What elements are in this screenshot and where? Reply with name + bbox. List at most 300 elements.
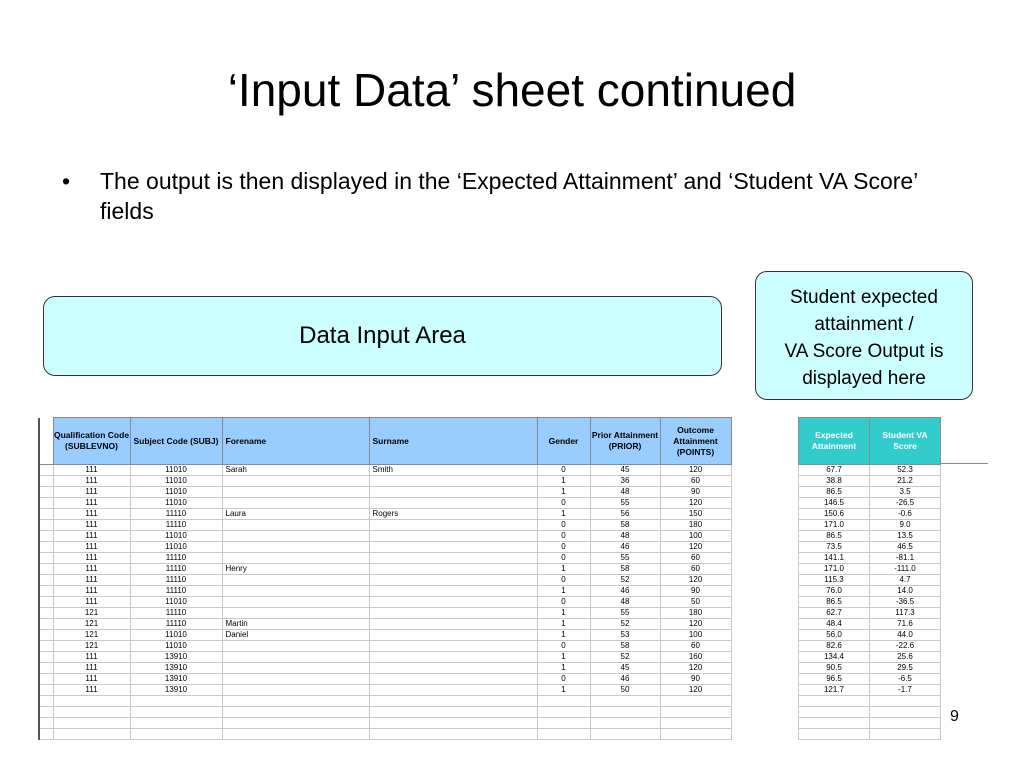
table-cell[interactable] bbox=[369, 630, 537, 641]
table-cell[interactable]: 1 bbox=[537, 663, 590, 674]
table-cell[interactable] bbox=[590, 729, 660, 740]
table-cell[interactable] bbox=[222, 641, 369, 652]
table-cell[interactable] bbox=[222, 729, 369, 740]
table-cell[interactable] bbox=[222, 575, 369, 586]
output-row bbox=[799, 641, 941, 652]
table-cell[interactable]: 60 bbox=[660, 641, 731, 652]
table-cell[interactable] bbox=[369, 564, 537, 575]
table-cell[interactable]: 11110 bbox=[130, 575, 222, 586]
output-row bbox=[799, 564, 941, 575]
table-cell[interactable]: 46 bbox=[590, 542, 660, 553]
table-cell[interactable]: 11010 bbox=[130, 498, 222, 509]
table-row bbox=[39, 597, 731, 608]
table-cell[interactable]: 120 bbox=[660, 498, 731, 509]
table-cell[interactable]: 0 bbox=[537, 465, 590, 476]
table-cell[interactable]: Martin bbox=[222, 619, 369, 630]
table-cell[interactable] bbox=[369, 487, 537, 498]
table-cell[interactable]: 11010 bbox=[130, 531, 222, 542]
output-row bbox=[799, 652, 941, 663]
table-row bbox=[39, 487, 731, 498]
va-score-cell: -26.5 bbox=[870, 498, 941, 509]
table-cell[interactable] bbox=[590, 707, 660, 718]
table-cell[interactable] bbox=[369, 685, 537, 696]
table-cell[interactable]: 11010 bbox=[130, 630, 222, 641]
input-header-row bbox=[39, 418, 731, 465]
table-row bbox=[39, 696, 731, 707]
output-header-edge-line bbox=[940, 463, 988, 464]
output-header-row bbox=[799, 418, 941, 465]
table-cell[interactable]: 111 bbox=[53, 553, 130, 564]
table-row bbox=[39, 641, 731, 652]
expected-attainment-cell: 73.5 bbox=[799, 542, 870, 553]
va-score-cell: 25.6 bbox=[870, 652, 941, 663]
expected-attainment-cell bbox=[799, 696, 870, 707]
table-cell[interactable]: Daniel bbox=[222, 630, 369, 641]
table-cell[interactable]: Smith bbox=[369, 465, 537, 476]
va-score-cell: 14.0 bbox=[870, 586, 941, 597]
table-cell[interactable]: 55 bbox=[590, 553, 660, 564]
table-cell[interactable] bbox=[222, 674, 369, 685]
table-cell[interactable]: 121 bbox=[53, 608, 130, 619]
table-cell[interactable] bbox=[369, 586, 537, 597]
table-cell[interactable] bbox=[369, 498, 537, 509]
table-row bbox=[39, 542, 731, 553]
table-cell[interactable]: 120 bbox=[660, 575, 731, 586]
header-subject-code[interactable]: Subject Code (SUBJ) bbox=[130, 418, 222, 465]
table-cell[interactable]: 90 bbox=[660, 487, 731, 498]
table-cell[interactable] bbox=[369, 652, 537, 663]
input-table-body bbox=[39, 465, 731, 740]
table-cell[interactable] bbox=[222, 476, 369, 487]
table-row bbox=[39, 663, 731, 674]
table-cell[interactable]: 121 bbox=[53, 641, 130, 652]
table-cell[interactable] bbox=[53, 718, 130, 729]
va-score-cell: -36.5 bbox=[870, 597, 941, 608]
table-cell[interactable] bbox=[369, 641, 537, 652]
table-row bbox=[39, 520, 731, 531]
table-cell[interactable]: 120 bbox=[660, 542, 731, 553]
table-cell[interactable]: 60 bbox=[660, 553, 731, 564]
input-data-table bbox=[38, 417, 732, 740]
expected-attainment-cell: 141.1 bbox=[799, 553, 870, 564]
expected-attainment-cell: 171.0 bbox=[799, 520, 870, 531]
data-input-area-label: Data Input Area bbox=[299, 322, 466, 349]
table-cell[interactable] bbox=[660, 707, 731, 718]
output-table-body bbox=[799, 465, 941, 740]
table-cell[interactable]: 13910 bbox=[130, 663, 222, 674]
table-cell[interactable]: 90 bbox=[660, 674, 731, 685]
va-score-cell: 44.0 bbox=[870, 630, 941, 641]
table-cell[interactable] bbox=[53, 729, 130, 740]
table-cell[interactable] bbox=[369, 619, 537, 630]
output-callout-line-1: Student expected bbox=[790, 287, 938, 308]
row-gutter-cell bbox=[39, 718, 53, 729]
output-row bbox=[799, 718, 941, 729]
header-outcome-attainment[interactable]: Outcome Attainment (POINTS) bbox=[660, 418, 731, 465]
va-score-cell bbox=[870, 696, 941, 707]
table-cell[interactable] bbox=[369, 608, 537, 619]
row-gutter-cell bbox=[39, 608, 53, 619]
output-row bbox=[799, 685, 941, 696]
row-gutter-cell bbox=[39, 685, 53, 696]
table-cell[interactable] bbox=[222, 520, 369, 531]
header-student-va-score[interactable]: Student VA Score bbox=[870, 418, 941, 465]
row-gutter-cell bbox=[39, 520, 53, 531]
table-cell[interactable] bbox=[222, 498, 369, 509]
table-row bbox=[39, 729, 731, 740]
table-cell[interactable] bbox=[130, 718, 222, 729]
table-cell[interactable] bbox=[222, 685, 369, 696]
table-cell[interactable]: 11110 bbox=[130, 553, 222, 564]
table-cell[interactable]: 58 bbox=[590, 564, 660, 575]
bullet-text: The output is then displayed in the ‘Expected Attainment’ and ‘Student VA Score’ fields bbox=[100, 168, 918, 224]
va-score-cell: -6.5 bbox=[870, 674, 941, 685]
table-cell[interactable]: 111 bbox=[53, 575, 130, 586]
table-cell[interactable] bbox=[369, 663, 537, 674]
output-row bbox=[799, 575, 941, 586]
va-score-cell: 13.5 bbox=[870, 531, 941, 542]
row-gutter-cell bbox=[39, 564, 53, 575]
table-cell[interactable]: 50 bbox=[590, 685, 660, 696]
table-row bbox=[39, 586, 731, 597]
table-cell[interactable]: 120 bbox=[660, 663, 731, 674]
table-row bbox=[39, 498, 731, 509]
table-cell[interactable]: 1 bbox=[537, 685, 590, 696]
table-cell[interactable]: 111 bbox=[53, 542, 130, 553]
table-cell[interactable]: 150 bbox=[660, 509, 731, 520]
table-cell[interactable]: 11010 bbox=[130, 641, 222, 652]
va-score-cell: 71.6 bbox=[870, 619, 941, 630]
table-cell[interactable]: 50 bbox=[660, 597, 731, 608]
table-row bbox=[39, 630, 731, 641]
table-cell[interactable] bbox=[222, 586, 369, 597]
table-cell[interactable]: 11010 bbox=[130, 465, 222, 476]
table-cell[interactable] bbox=[660, 729, 731, 740]
row-gutter-cell bbox=[39, 619, 53, 630]
table-cell[interactable]: 120 bbox=[660, 465, 731, 476]
table-cell[interactable]: 0 bbox=[537, 575, 590, 586]
output-row bbox=[799, 630, 941, 641]
table-row bbox=[39, 553, 731, 564]
output-row bbox=[799, 498, 941, 509]
table-cell[interactable]: 180 bbox=[660, 520, 731, 531]
header-expected-attainment[interactable]: Expected Attainment bbox=[799, 418, 870, 465]
row-gutter-cell bbox=[39, 696, 53, 707]
table-row bbox=[39, 531, 731, 542]
table-row bbox=[39, 509, 731, 520]
output-row bbox=[799, 663, 941, 674]
row-gutter-cell bbox=[39, 465, 53, 476]
row-gutter-cell bbox=[39, 542, 53, 553]
table-cell[interactable]: 11010 bbox=[130, 542, 222, 553]
table-row bbox=[39, 674, 731, 685]
table-cell[interactable]: 111 bbox=[53, 476, 130, 487]
table-cell[interactable]: 1 bbox=[537, 619, 590, 630]
output-callout-line-3: VA Score Output is bbox=[784, 341, 944, 362]
va-score-cell: -111.0 bbox=[870, 564, 941, 575]
va-score-cell: 3.5 bbox=[870, 487, 941, 498]
table-cell[interactable]: 48 bbox=[590, 531, 660, 542]
table-cell[interactable]: 160 bbox=[660, 652, 731, 663]
page-number: 9 bbox=[950, 708, 959, 725]
table-cell[interactable]: 111 bbox=[53, 597, 130, 608]
table-cell[interactable] bbox=[660, 718, 731, 729]
table-cell[interactable]: 0 bbox=[537, 674, 590, 685]
table-cell[interactable]: Laura bbox=[222, 509, 369, 520]
expected-attainment-cell: 121.7 bbox=[799, 685, 870, 696]
header-surname[interactable]: Surname bbox=[369, 418, 537, 465]
header-prior-attainment[interactable]: Prior Attainment (PRIOR) bbox=[590, 418, 660, 465]
table-cell[interactable] bbox=[222, 718, 369, 729]
table-cell[interactable]: Sarah bbox=[222, 465, 369, 476]
table-cell[interactable]: 46 bbox=[590, 586, 660, 597]
va-score-cell: 46.5 bbox=[870, 542, 941, 553]
table-cell[interactable]: 11110 bbox=[130, 619, 222, 630]
va-score-cell bbox=[870, 707, 941, 718]
table-cell[interactable] bbox=[222, 487, 369, 498]
table-cell[interactable]: 55 bbox=[590, 498, 660, 509]
table-cell[interactable]: Rogers bbox=[369, 509, 537, 520]
expected-attainment-cell: 76.0 bbox=[799, 586, 870, 597]
table-cell[interactable]: 1 bbox=[537, 652, 590, 663]
expected-attainment-cell: 38.8 bbox=[799, 476, 870, 487]
table-cell[interactable]: 1 bbox=[537, 564, 590, 575]
table-cell[interactable]: 46 bbox=[590, 674, 660, 685]
table-cell[interactable]: 53 bbox=[590, 630, 660, 641]
table-cell[interactable]: 1 bbox=[537, 476, 590, 487]
row-gutter-cell bbox=[39, 707, 53, 718]
table-cell[interactable]: 0 bbox=[537, 641, 590, 652]
row-gutter-cell bbox=[39, 586, 53, 597]
output-row bbox=[799, 465, 941, 476]
table-cell[interactable]: 111 bbox=[53, 685, 130, 696]
table-cell[interactable]: 11110 bbox=[130, 564, 222, 575]
data-input-area-callout bbox=[43, 296, 722, 376]
table-cell[interactable]: 36 bbox=[590, 476, 660, 487]
va-score-cell: -1.7 bbox=[870, 685, 941, 696]
table-cell[interactable]: 111 bbox=[53, 652, 130, 663]
table-cell[interactable] bbox=[222, 542, 369, 553]
table-cell[interactable]: 11110 bbox=[130, 509, 222, 520]
table-cell[interactable] bbox=[537, 718, 590, 729]
table-cell[interactable]: 11010 bbox=[130, 476, 222, 487]
table-cell[interactable]: 1 bbox=[537, 487, 590, 498]
table-cell[interactable] bbox=[222, 531, 369, 542]
va-score-cell: -0.6 bbox=[870, 509, 941, 520]
table-cell[interactable]: 1 bbox=[537, 586, 590, 597]
table-cell[interactable] bbox=[369, 707, 537, 718]
table-cell[interactable]: 60 bbox=[660, 476, 731, 487]
slide-title: ‘Input Data’ sheet continued bbox=[227, 64, 797, 116]
table-cell[interactable]: 111 bbox=[53, 531, 130, 542]
bullet-symbol: • bbox=[62, 168, 71, 194]
table-cell[interactable]: 111 bbox=[53, 586, 130, 597]
table-cell[interactable] bbox=[222, 597, 369, 608]
table-cell[interactable] bbox=[369, 531, 537, 542]
table-cell[interactable]: 111 bbox=[53, 674, 130, 685]
table-cell[interactable] bbox=[537, 696, 590, 707]
table-cell[interactable] bbox=[130, 707, 222, 718]
table-row bbox=[39, 465, 731, 476]
output-row bbox=[799, 608, 941, 619]
table-cell[interactable]: 111 bbox=[53, 509, 130, 520]
table-cell[interactable]: 58 bbox=[590, 641, 660, 652]
table-cell[interactable]: 11110 bbox=[130, 608, 222, 619]
output-row bbox=[799, 476, 941, 487]
table-cell[interactable] bbox=[222, 696, 369, 707]
table-cell[interactable] bbox=[369, 597, 537, 608]
table-cell[interactable] bbox=[53, 707, 130, 718]
table-cell[interactable]: 52 bbox=[590, 575, 660, 586]
row-gutter-cell bbox=[39, 597, 53, 608]
table-cell[interactable] bbox=[590, 718, 660, 729]
table-cell[interactable]: 11110 bbox=[130, 520, 222, 531]
table-cell[interactable]: 111 bbox=[53, 564, 130, 575]
va-score-cell: 4.7 bbox=[870, 575, 941, 586]
table-cell[interactable]: Henry bbox=[222, 564, 369, 575]
table-cell[interactable]: 48 bbox=[590, 597, 660, 608]
output-row bbox=[799, 531, 941, 542]
table-cell[interactable]: 58 bbox=[590, 520, 660, 531]
table-cell[interactable]: 56 bbox=[590, 509, 660, 520]
table-cell[interactable]: 11110 bbox=[130, 586, 222, 597]
table-cell[interactable]: 1 bbox=[537, 608, 590, 619]
table-cell[interactable] bbox=[369, 542, 537, 553]
table-cell[interactable]: 0 bbox=[537, 520, 590, 531]
table-cell[interactable] bbox=[537, 729, 590, 740]
table-cell[interactable]: 55 bbox=[590, 608, 660, 619]
table-cell[interactable]: 111 bbox=[53, 520, 130, 531]
output-row bbox=[799, 619, 941, 630]
table-cell[interactable] bbox=[369, 674, 537, 685]
table-cell[interactable]: 111 bbox=[53, 465, 130, 476]
output-callout-line-2: attainment / bbox=[814, 314, 914, 335]
table-cell[interactable]: 1 bbox=[537, 630, 590, 641]
table-cell[interactable]: 0 bbox=[537, 531, 590, 542]
table-cell[interactable]: 111 bbox=[53, 663, 130, 674]
table-cell[interactable] bbox=[222, 663, 369, 674]
va-score-cell: 117.3 bbox=[870, 608, 941, 619]
expected-attainment-cell: 90.5 bbox=[799, 663, 870, 674]
table-cell[interactable]: 13910 bbox=[130, 674, 222, 685]
table-row bbox=[39, 707, 731, 718]
expected-attainment-cell bbox=[799, 707, 870, 718]
table-cell[interactable] bbox=[222, 652, 369, 663]
table-cell[interactable] bbox=[222, 608, 369, 619]
table-cell[interactable]: 0 bbox=[537, 553, 590, 564]
table-cell[interactable]: 0 bbox=[537, 498, 590, 509]
table-cell[interactable]: 52 bbox=[590, 652, 660, 663]
output-row bbox=[799, 729, 941, 740]
table-row bbox=[39, 564, 731, 575]
table-cell[interactable] bbox=[590, 696, 660, 707]
table-cell[interactable] bbox=[53, 696, 130, 707]
row-gutter-cell bbox=[39, 652, 53, 663]
row-gutter-cell bbox=[39, 575, 53, 586]
expected-attainment-cell: 96.5 bbox=[799, 674, 870, 685]
expected-attainment-cell bbox=[799, 729, 870, 740]
output-row bbox=[799, 707, 941, 718]
table-cell[interactable]: 0 bbox=[537, 597, 590, 608]
table-cell[interactable]: 13910 bbox=[130, 652, 222, 663]
va-score-cell: 9.0 bbox=[870, 520, 941, 531]
table-cell[interactable]: 45 bbox=[590, 465, 660, 476]
table-cell[interactable]: 1 bbox=[537, 509, 590, 520]
table-cell[interactable]: 45 bbox=[590, 663, 660, 674]
table-cell[interactable]: 90 bbox=[660, 586, 731, 597]
expected-attainment-cell bbox=[799, 718, 870, 729]
table-row bbox=[39, 619, 731, 630]
row-gutter-cell bbox=[39, 553, 53, 564]
output-row bbox=[799, 586, 941, 597]
table-cell[interactable]: 13910 bbox=[130, 685, 222, 696]
output-row bbox=[799, 696, 941, 707]
row-gutter-cell bbox=[39, 487, 53, 498]
table-cell[interactable] bbox=[369, 729, 537, 740]
table-cell[interactable]: 121 bbox=[53, 630, 130, 641]
table-cell[interactable] bbox=[537, 707, 590, 718]
table-cell[interactable]: 120 bbox=[660, 619, 731, 630]
table-row bbox=[39, 575, 731, 586]
table-cell[interactable] bbox=[369, 476, 537, 487]
output-callout-line-4: displayed here bbox=[802, 368, 926, 389]
table-cell[interactable]: 121 bbox=[53, 619, 130, 630]
table-row bbox=[39, 685, 731, 696]
table-cell[interactable] bbox=[369, 696, 537, 707]
output-row bbox=[799, 520, 941, 531]
table-cell[interactable]: 111 bbox=[53, 498, 130, 509]
table-cell[interactable]: 120 bbox=[660, 685, 731, 696]
table-cell[interactable] bbox=[369, 553, 537, 564]
va-score-cell bbox=[870, 718, 941, 729]
table-cell[interactable]: 48 bbox=[590, 487, 660, 498]
output-table bbox=[798, 417, 941, 740]
table-row bbox=[39, 718, 731, 729]
table-cell[interactable] bbox=[130, 729, 222, 740]
table-cell[interactable] bbox=[222, 553, 369, 564]
table-cell[interactable] bbox=[222, 707, 369, 718]
header-qualification-code[interactable]: Qualification Code (SUBLEVNO) bbox=[53, 418, 130, 465]
table-cell[interactable] bbox=[130, 696, 222, 707]
expected-attainment-cell: 48.4 bbox=[799, 619, 870, 630]
table-cell[interactable]: 0 bbox=[537, 542, 590, 553]
output-row bbox=[799, 597, 941, 608]
table-cell[interactable]: 100 bbox=[660, 630, 731, 641]
row-gutter-cell bbox=[39, 498, 53, 509]
table-cell[interactable] bbox=[660, 696, 731, 707]
table-cell[interactable]: 100 bbox=[660, 531, 731, 542]
row-gutter-cell bbox=[39, 641, 53, 652]
expected-attainment-cell: 56.0 bbox=[799, 630, 870, 641]
table-cell[interactable]: 11010 bbox=[130, 597, 222, 608]
output-row bbox=[799, 509, 941, 520]
va-score-cell: -22.6 bbox=[870, 641, 941, 652]
table-cell[interactable] bbox=[369, 575, 537, 586]
expected-attainment-cell: 150.6 bbox=[799, 509, 870, 520]
table-cell[interactable]: 11010 bbox=[130, 487, 222, 498]
table-cell[interactable] bbox=[369, 520, 537, 531]
header-forename[interactable]: Forename bbox=[222, 418, 369, 465]
table-cell[interactable]: 60 bbox=[660, 564, 731, 575]
table-cell[interactable] bbox=[369, 718, 537, 729]
row-gutter-cell bbox=[39, 630, 53, 641]
table-row bbox=[39, 608, 731, 619]
header-gender[interactable]: Gender bbox=[537, 418, 590, 465]
table-cell[interactable]: 111 bbox=[53, 487, 130, 498]
row-gutter-header bbox=[39, 418, 53, 465]
table-cell[interactable]: 180 bbox=[660, 608, 731, 619]
table-cell[interactable]: 52 bbox=[590, 619, 660, 630]
